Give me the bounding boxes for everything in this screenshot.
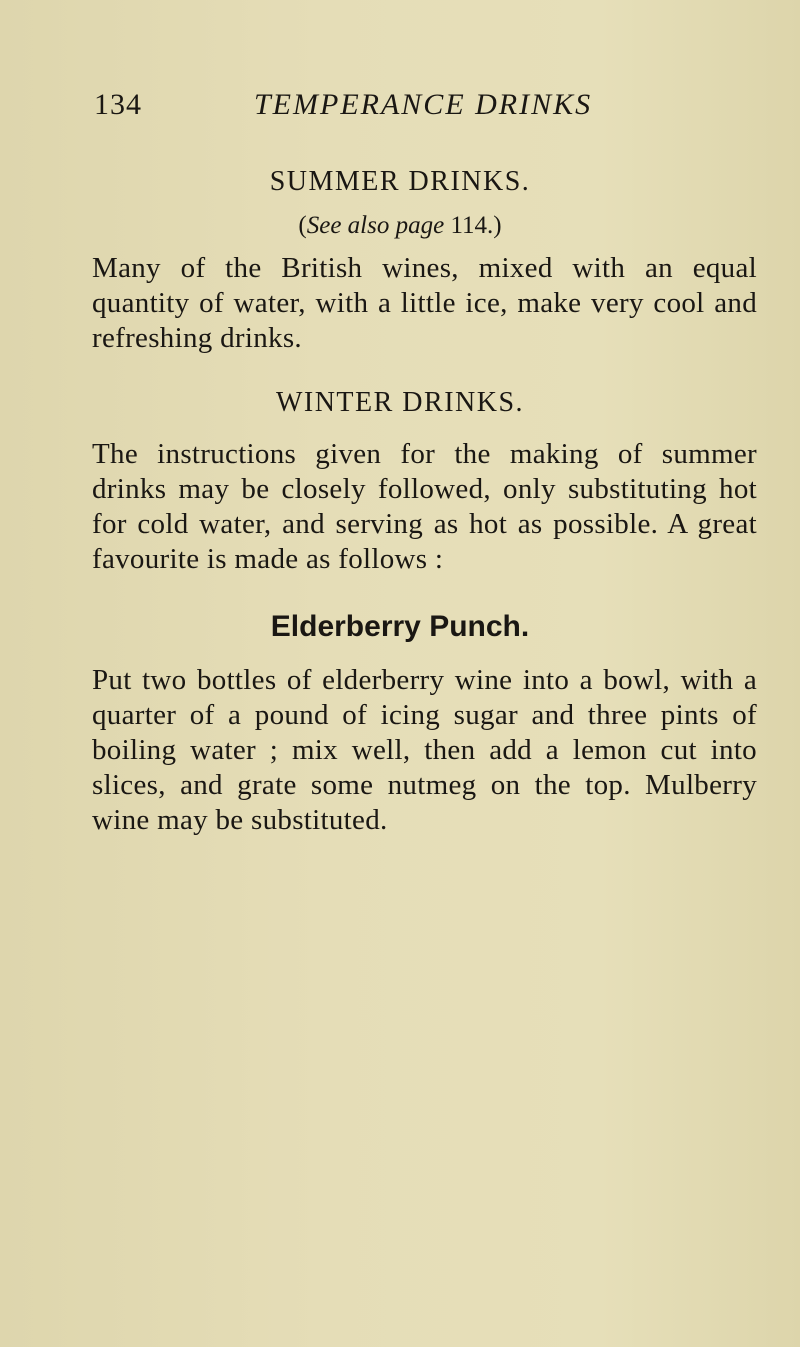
see-also-reference [0, 212, 800, 240]
winter-drinks-heading: WINTER DRINKS. [275, 387, 525, 418]
elderberry-punch-paragraph: Put two bottles of elderberry wine into a bowl, with a quarter of a pound of icing sugar and three pints of boiling water ; mix well, then add a lemon cut into slices, and grate some nutmeg on the top. Mulberry wine may be substituted. [92, 664, 757, 836]
summer-drinks-paragraph: Many of the British wines, mixed with an equal quantity of water, with a little ice, make very cool and refreshing drinks. [92, 252, 757, 354]
winter-drinks-paragraph: The instructions given for the making of summer drinks may be closely followed, only substituting hot for cold water, and serving as hot as possible. A great favourite is made as follows : [92, 438, 757, 575]
see-also-text: See also page [306, 212, 445, 239]
running-title: TEMPERANCE DRINKS [254, 88, 593, 121]
summer-drinks-heading: SUMMER DRINKS. [269, 166, 531, 197]
page-header [94, 88, 754, 128]
elderberry-punch-heading: Elderberry Punch. [270, 610, 530, 643]
see-also-open: ( [298, 212, 307, 239]
see-also-page: 114.) [444, 212, 502, 239]
page-number: 134 [94, 88, 142, 121]
